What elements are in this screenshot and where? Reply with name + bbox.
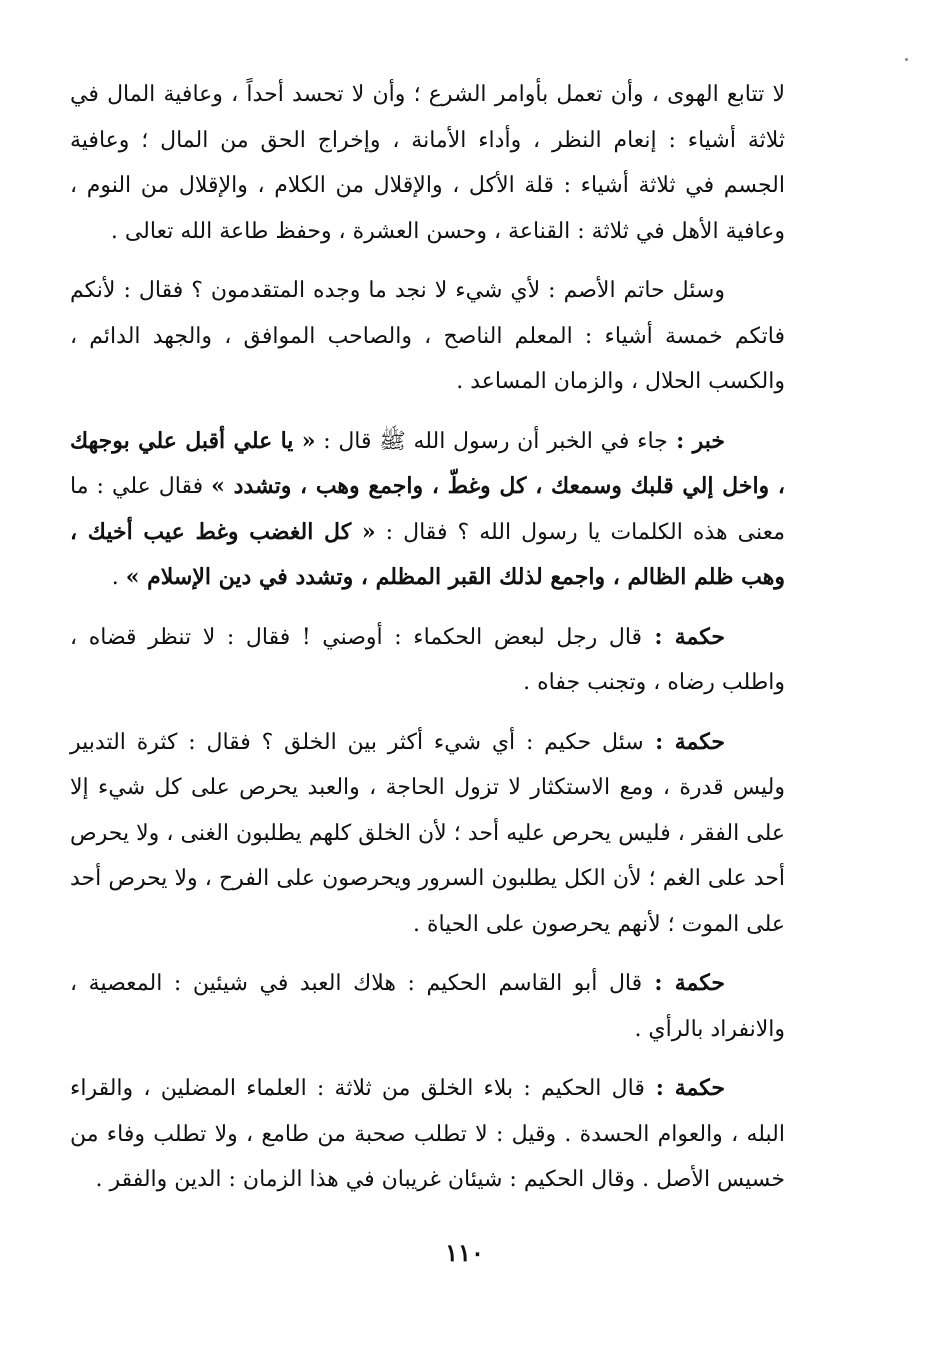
paragraph-lead: حكمة : bbox=[644, 1075, 725, 1101]
paragraph-hatim bbox=[70, 268, 785, 405]
paragraph-hikma-3 bbox=[70, 961, 785, 1052]
paragraph-khabar bbox=[70, 419, 785, 601]
paragraph-hikma-4 bbox=[70, 1066, 785, 1203]
paragraph-text: سئل حكيم : أي شيء أكثر بين الخلق ؟ فقال : كثرة التدبير وليس قدرة ، ومع الاستكثار لا تزول الحاجة ، والعبد يحرص على كل شيء إلا على الفقر ، فليس يحرص عليه أحد ؛ لأن الخلق كلهم يطلبون الغنى ، ولا يحرص أحد على الغم ؛ لأن الكل يطلبون السرور ويحرصون على الفرح ، ولا يحرص أحد على الموت ؛ لأنهم يحرصون على الحياة . bbox=[70, 729, 785, 937]
paragraph-text: وسئل حاتم الأصم : لأي شيء لا نجد ما وجده المتقدمون ؟ فقال : لأنكم فاتكم خمسة أشياء : المعلم الناصح ، والصاحب الموافق ، والجهد الدائم ، والكسب الحلال ، والزمان المساعد . bbox=[70, 278, 785, 394]
paragraph-lead: حكمة : bbox=[642, 970, 725, 996]
page-number: ١١٠ bbox=[445, 1238, 484, 1267]
paragraph-text: قال رجل لبعض الحكماء : أوصني ! فقال : لا تنظر قضاه ، واطلب رضاه ، وتجنب جفاه . bbox=[70, 624, 785, 695]
paragraph-text: جاء في الخبر أن رسول الله ﷺ قال : bbox=[315, 428, 668, 454]
paragraph-text: . bbox=[111, 565, 126, 590]
page-body bbox=[70, 72, 785, 1272]
paragraph-text: قال أبو القاسم الحكيم : هلاك العبد في شيئين : المعصية ، والانفراد بالرأي . bbox=[70, 971, 785, 1042]
paragraph-hikma-2 bbox=[70, 720, 785, 948]
paragraph-lead: خبر : bbox=[667, 427, 725, 454]
scan-speck bbox=[905, 58, 908, 61]
hadith-quote: « كل الغضب وغط عيب أخيك ، وهب ظلم الظالم ، واجمع لذلك القبر المظلم ، وتشدد في دين الإسلام » bbox=[70, 518, 785, 590]
paragraph-text: لا تتابع الهوى ، وأن تعمل بأوامر الشرع ؛ وأن لا تحسد أحداً ، وعافية المال في ثلاثة أشياء : إنعام النظر ، وأداء الأمانة ، وإخراج الحق من المال ؛ وعافية الجسم في ثلاثة أشياء : قلة الأكل ، والإقلال من الكلام ، والإقلال من النوم ، وعافية الأهل في ثلاثة : القناعة ، وحسن العشرة ، وحفظ طاعة الله تعالى . bbox=[70, 82, 785, 244]
paragraph-text: قال الحكيم : بلاء الخلق من ثلاثة : العلماء المضلين ، والقراء البله ، والعوام الحسدة . وقيل : لا تطلب صحبة من طامع ، ولا تطلب وفاء من خسيس الأصل . وقال الحكيم : شيئان غريبان في هذا الزمان : الدين والفقر . bbox=[70, 1076, 785, 1192]
paragraph-wellbeing bbox=[70, 72, 785, 254]
hadith-quote: « يا علي أقبل علي بوجهك ، واخل إلي قلبك وسمعك ، كل وغطّ ، واجمع وهب ، وتشدد » bbox=[70, 427, 785, 499]
paragraph-hikma-1 bbox=[70, 615, 785, 706]
paragraph-lead: حكمة : bbox=[642, 623, 725, 650]
paragraph-lead: حكمة : bbox=[643, 728, 725, 755]
paragraph-text: فقال علي : ما معنى هذه الكلمات يا رسول الله ؟ فقال : bbox=[70, 474, 785, 545]
